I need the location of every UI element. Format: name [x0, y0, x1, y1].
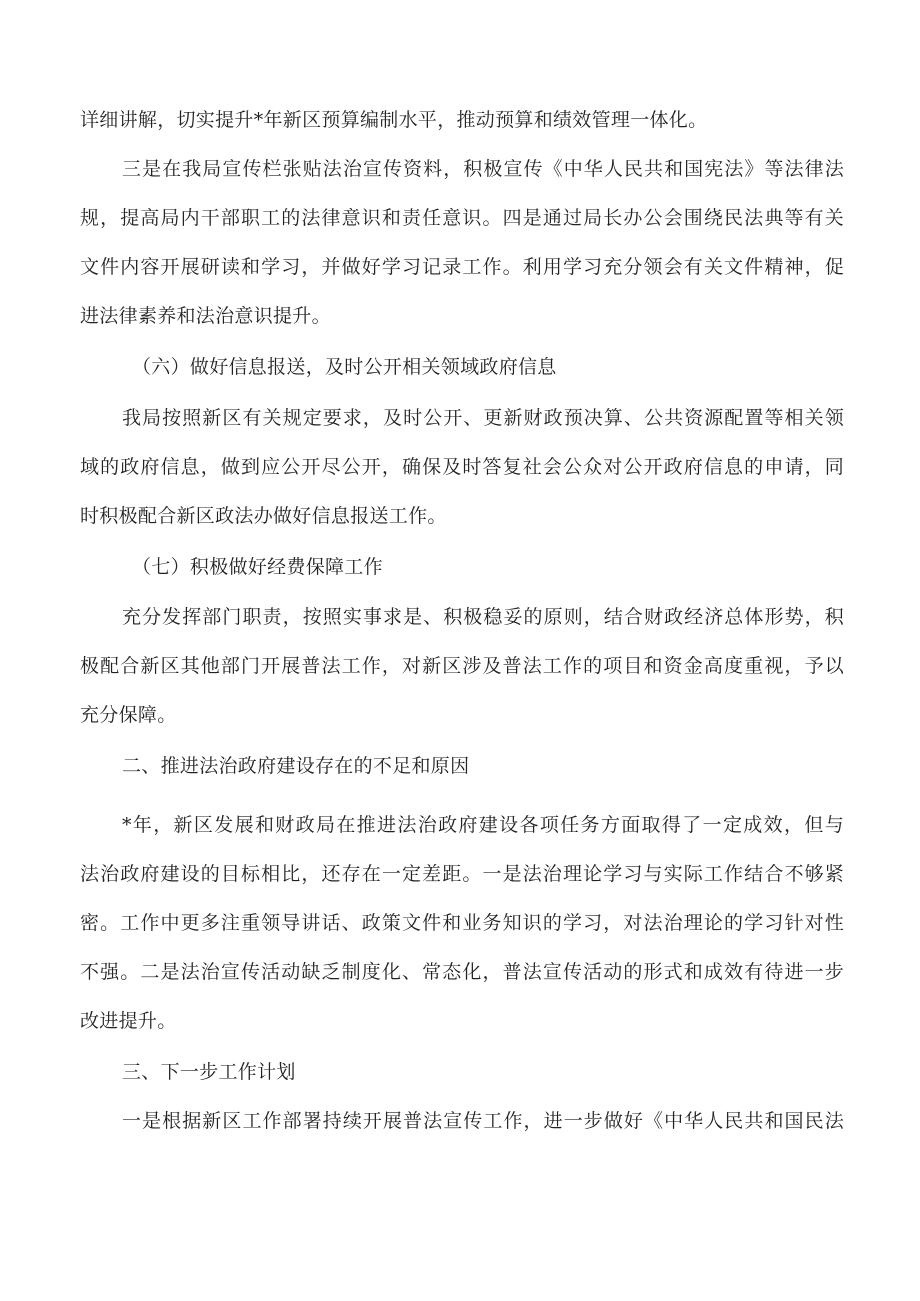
- paragraph-line: 域的政府信息，做到应公开尽公开，确保及时答复社会公众对公开政府信息的申请，同: [80, 456, 844, 478]
- section-heading: （六）做好信息报送，及时公开相关领域政府信息: [132, 356, 557, 378]
- paragraph-line: 极配合新区其他部门开展普法工作，对新区涉及普法工作的项目和资金高度重视，予以: [80, 655, 844, 677]
- paragraph-line: 不强。二是法治宣传活动缺乏制度化、常态化，普法宣传活动的形式和成效有待进一步: [80, 961, 844, 983]
- paragraph-line: 文件内容开展研读和学习，并做好学习记录工作。利用学习充分领会有关文件精神，促: [80, 256, 844, 278]
- paragraph-line: 改进提升。: [80, 1010, 177, 1032]
- paragraph-line: 时积极配合新区政法办做好信息报送工作。: [80, 505, 447, 527]
- paragraph-line: 三是在我局宣传栏张贴法治宣传资料，积极宣传《中华人民共和国宪法》等法律法: [122, 158, 844, 180]
- chapter-heading: 三、下一步工作计划: [122, 1061, 296, 1083]
- paragraph-line: 详细讲解，切实提升*年新区预算编制水平，推动预算和绩效管理一体化。: [80, 109, 708, 131]
- paragraph-line: 法治政府建设的目标相比，还存在一定差距。一是法治理论学习与实际工作结合不够紧: [80, 863, 844, 885]
- paragraph-line: *年，新区发展和财政局在推进法治政府建设各项任务方面取得了一定成效，但与: [122, 814, 844, 836]
- paragraph-line: 密。工作中更多注重领导讲话、政策文件和业务知识的学习，对法治理论的学习针对性: [80, 912, 844, 934]
- paragraph-line: 充分发挥部门职责，按照实事求是、积极稳妥的原则，结合财政经济总体形势，积: [122, 606, 844, 628]
- paragraph-line: 进法律素养和法治意识提升。: [80, 305, 331, 327]
- paragraph-line: 规，提高局内干部职工的法律意识和责任意识。四是通过局长办公会围绕民法典等有关: [80, 207, 844, 229]
- paragraph-line: 充分保障。: [80, 704, 177, 726]
- chapter-heading: 二、推进法治政府建设存在的不足和原因: [122, 755, 470, 777]
- paragraph-line: 一是根据新区工作部署持续开展普法宣传工作，进一步做好《中华人民共和国民法: [122, 1110, 844, 1132]
- section-heading: （七）积极做好经费保障工作: [132, 556, 383, 578]
- paragraph-line: 我局按照新区有关规定要求，及时公开、更新财政预决算、公共资源配置等相关领: [122, 407, 844, 429]
